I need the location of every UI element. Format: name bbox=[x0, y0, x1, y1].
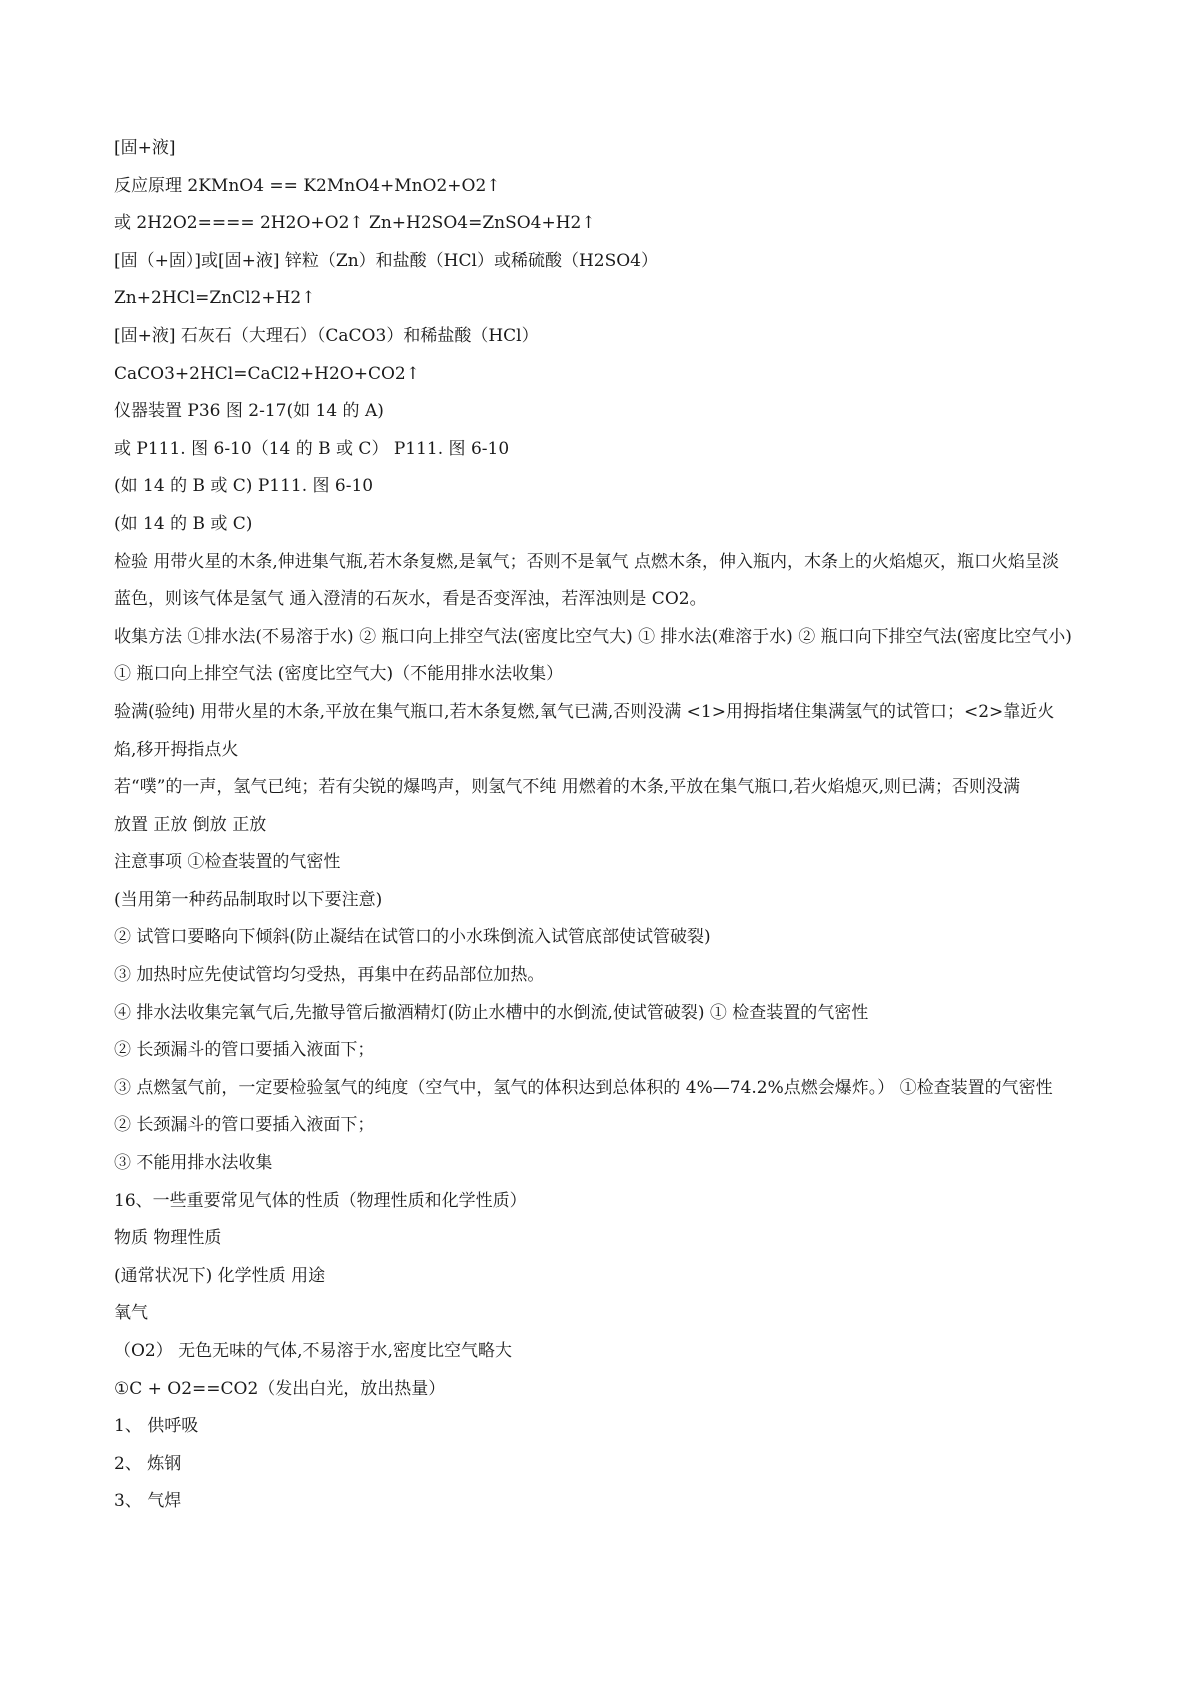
text-line: (如 14 的 B 或 C) P111. 图 6-10 bbox=[114, 476, 374, 497]
text-line: ③ 点燃氢气前，一定要检验氢气的纯度（空气中，氢气的体积达到总体积的 4%—74.2%点燃会爆炸。） ①检查装置的气密性 bbox=[114, 1077, 1053, 1098]
text-line: CaCO3+2HCl=CaCl2+H2O+CO2↑ bbox=[114, 363, 420, 384]
text-line: [固+液] 石灰石（大理石）（CaCO3）和稀盐酸（HCl） bbox=[114, 325, 539, 346]
text-line: （O2） 无色无味的气体,不易溶于水,密度比空气略大 bbox=[114, 1341, 512, 1361]
text-line: [固（+固）]或[固+液] 锌粒（Zn）和盐酸（HCl）或稀硫酸（H2SO4） bbox=[114, 250, 658, 271]
text-line: 收集方法 ①排水法(不易溶于水) ② 瓶口向上排空气法(密度比空气大) ① 排水法(难溶于水) ② 瓶口向下排空气法(密度比空气小) ① 瓶口向上排空气法 (密度比空气大)（不能用排水法收集） bbox=[114, 626, 1078, 685]
text-line: 注意事项 ①检查装置的气密性 bbox=[114, 852, 341, 873]
list-item: 2、 炼钢 bbox=[114, 1453, 182, 1474]
text-line: ③ 不能用排水法收集 bbox=[114, 1153, 273, 1174]
text-line: ② 长颈漏斗的管口要插入液面下； bbox=[114, 1040, 375, 1061]
text-line: 或 2H2O2==== 2H2O+O2↑ Zn+H2SO4=ZnSO4+H2↑ bbox=[114, 213, 596, 234]
list-item: 3、 气焊 bbox=[114, 1491, 182, 1512]
text-line: 氧气 bbox=[114, 1303, 148, 1324]
text-line: 若“噗”的一声，氢气已纯；若有尖锐的爆鸣声，则氢气不纯 用燃着的木条,平放在集气瓶口,若火焰熄灭,则已满；否则没满 bbox=[114, 777, 1020, 798]
text-line: [固+液] bbox=[114, 138, 176, 158]
text-line: 验满(验纯) 用带火星的木条,平放在集气瓶口,若木条复燃,氧气已满,否则没满 <1>用拇指堵住集满氢气的试管口；<2>靠近火焰,移开拇指点火 bbox=[114, 701, 1055, 760]
text-line: 或 P111. 图 6-10（14 的 B 或 C） P111. 图 6-10 bbox=[114, 438, 510, 459]
text-line: 放置 正放 倒放 正放 bbox=[114, 814, 267, 835]
text-line: 物质 物理性质 bbox=[114, 1228, 222, 1249]
text-line: ④ 排水法收集完氧气后,先撤导管后撤酒精灯(防止水槽中的水倒流,使试管破裂) ① 检查装置的气密性 bbox=[114, 1002, 869, 1023]
list-item: 1、 供呼吸 bbox=[114, 1416, 199, 1437]
text-line: 检验 用带火星的木条,伸进集气瓶,若木条复燃,是氧气；否则不是氧气 点燃木条，伸入瓶内，木条上的火焰熄灭，瓶口火焰呈淡蓝色，则该气体是氢气 通入澄清的石灰水，看是否变浑浊，若浑浊则是 CO2。 bbox=[114, 551, 1060, 610]
text-line: Zn+2HCl=ZnCl2+H2↑ bbox=[114, 288, 316, 309]
text-line: (如 14 的 B 或 C) bbox=[114, 513, 253, 534]
text-line: (通常状况下) 化学性质 用途 bbox=[114, 1265, 326, 1286]
text-line: ② 长颈漏斗的管口要插入液面下； bbox=[114, 1115, 375, 1136]
text-line: 反应原理 2KMnO4 == K2MnO4+MnO2+O2↑ bbox=[114, 175, 501, 196]
text-line: 仪器装置 P36 图 2-17(如 14 的 A) bbox=[114, 401, 384, 422]
section-heading: 16、一些重要常见气体的性质（物理性质和化学性质） bbox=[114, 1190, 527, 1211]
text-line: ①C + O2==CO2（发出白光，放出热量） bbox=[114, 1378, 446, 1399]
text-line: (当用第一种药品制取时以下要注意) bbox=[114, 889, 383, 910]
text-line: ③ 加热时应先使试管均匀受热，再集中在药品部位加热。 bbox=[114, 965, 545, 986]
text-line: ② 试管口要略向下倾斜(防止凝结在试管口的小水珠倒流入试管底部使试管破裂) bbox=[114, 927, 711, 948]
document-body bbox=[114, 130, 1078, 1521]
